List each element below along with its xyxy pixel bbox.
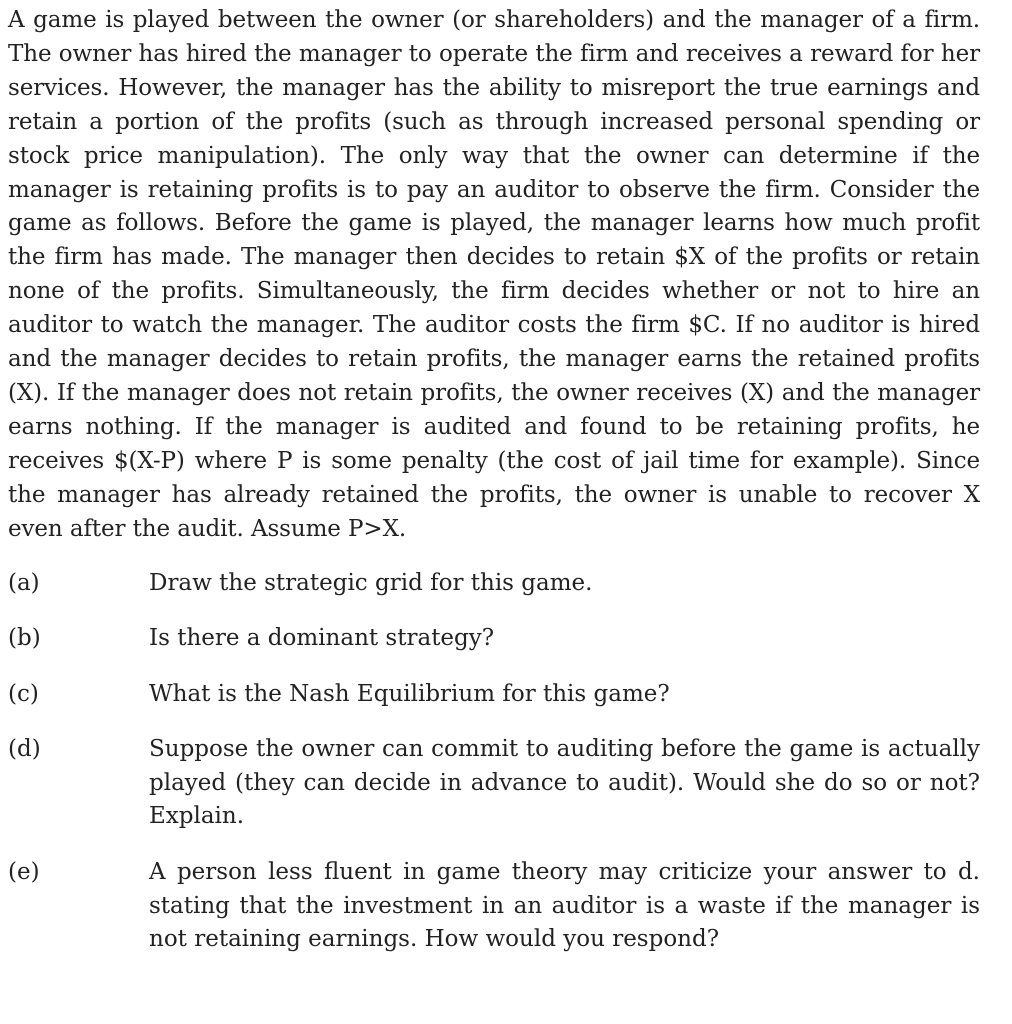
question-d xyxy=(8,733,980,834)
question-a-label: (a) xyxy=(8,569,40,596)
question-b xyxy=(8,622,980,656)
question-e-text: A person less fluent in game theory may criticize your answer to d. stating that the investment in an auditor is a waste if the manager is not retaining earnings. How would you respond? xyxy=(149,859,980,953)
question-b-label: (b) xyxy=(8,625,41,652)
question-list xyxy=(8,567,980,957)
question-c-label: (c) xyxy=(8,680,39,707)
question-d-label: (d) xyxy=(8,736,41,763)
question-c xyxy=(8,678,980,712)
question-d-text: Suppose the owner can commit to auditing before the game is actually played (they can decide in advance to audit). Would she do so or not? Explain. xyxy=(149,736,980,830)
question-a xyxy=(8,567,980,601)
question-c-text: What is the Nash Equilibrium for this game? xyxy=(149,680,670,707)
question-b-text: Is there a dominant strategy? xyxy=(149,625,495,652)
problem-document xyxy=(8,4,980,957)
question-e-label: (e) xyxy=(8,859,40,886)
problem-statement: A game is played between the owner (or shareholders) and the manager of a firm. The owner has hired the manager to operate the firm and receives a reward for her services. However, the manager has the ability to misreport the true earnings and retain a portion of the profits (such as through increased personal spending or stock price manipulation). The only way that the owner can determine if the manager is retaining profits is to pay an auditor to observe the firm. Consider the game as follows. Before the game is played, the manager learns how much profit the firm has made. The manager then decides to retain $X of the profits or retain none of the profits. Simultaneously, the firm decides whether or not to hire an auditor to watch the manager. The auditor costs the firm $C. If no auditor is hired and the manager decides to retain profits, the manager earns the retained profits (X). If the manager does not retain profits, the owner receives (X) and the manager earns nothing. If the manager is audited and found to be retaining profits, he receives $(X-P) where P is some penalty (the cost of jail time for example). Since the manager has already retained the profits, the owner is unable to recover X even after the audit. Assume P>X. xyxy=(8,7,980,542)
question-a-text: Draw the strategic grid for this game. xyxy=(149,569,593,596)
question-e xyxy=(8,856,980,957)
